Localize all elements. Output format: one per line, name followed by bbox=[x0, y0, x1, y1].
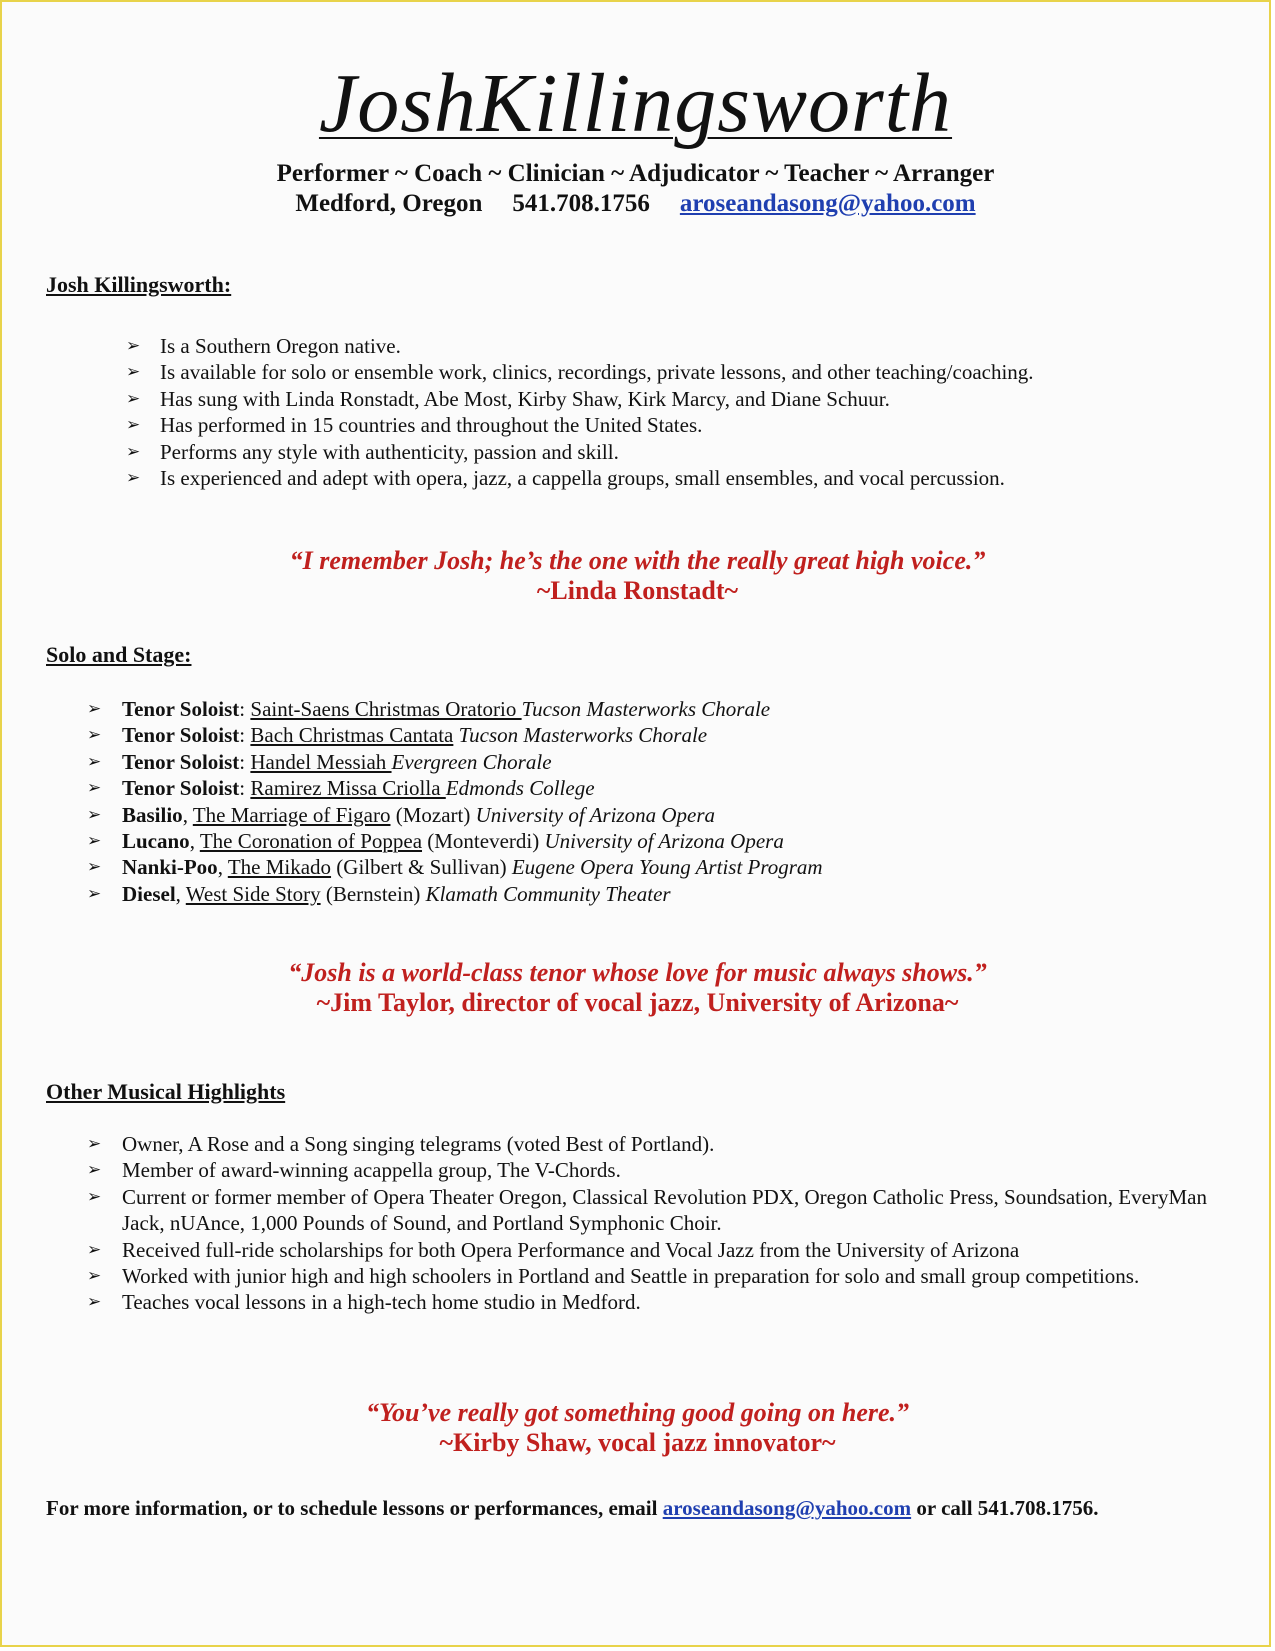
arrowhead-bullet-icon: ➢ bbox=[126, 336, 141, 356]
footer-contact: For more information, or to schedule lessons or performances, email aroseandasong@yahoo.com or call 541.708.1756. bbox=[46, 1496, 1099, 1520]
arrowhead-bullet-icon: ➢ bbox=[87, 1134, 102, 1154]
quote-attribution: ~Jim Taylor, director of vocal jazz, University of Arizona~ bbox=[316, 988, 959, 1017]
quote-shaw bbox=[2, 1398, 1273, 1458]
quote-text: “Josh is a world-class tenor whose love for music always shows.” bbox=[288, 958, 987, 987]
list-item: ➢ Tenor Soloist: Handel Messiah Evergreen Chorale bbox=[87, 749, 552, 774]
list-item: ➢ Worked with junior high and high schoolers in Portland and Seattle in preparation for solo and small group competitions. bbox=[87, 1264, 1140, 1289]
arrowhead-bullet-icon: ➢ bbox=[87, 857, 102, 878]
quote-text: “You’ve really got something good going on here.” bbox=[365, 1398, 910, 1427]
solo-title: Solo and Stage: bbox=[46, 642, 192, 667]
arrowhead-bullet-icon: ➢ bbox=[87, 1292, 102, 1313]
phone: 541.708.1756 bbox=[512, 190, 650, 217]
quote-ronstadt bbox=[2, 546, 1273, 606]
list-item: ➢ Is experienced and adept with opera, jazz, a cappella groups, small ensembles, and vocal percussion. bbox=[126, 466, 1005, 491]
arrowhead-bullet-icon: ➢ bbox=[126, 415, 141, 436]
about-title: Josh Killingsworth: bbox=[46, 272, 232, 297]
contact-line bbox=[2, 190, 1269, 218]
arrowhead-bullet-icon: ➢ bbox=[126, 362, 141, 383]
list-item: ➢ Is available for solo or ensemble work, clinics, recordings, private lessons, and other teaching/coaching. bbox=[126, 360, 1034, 385]
arrowhead-bullet-icon: ➢ bbox=[87, 778, 102, 799]
arrowhead-bullet-icon: ➢ bbox=[87, 1239, 102, 1260]
arrowhead-bullet-icon: ➢ bbox=[87, 804, 102, 825]
quote-taylor bbox=[2, 958, 1273, 1018]
arrowhead-bullet-icon: ➢ bbox=[126, 388, 141, 409]
quote-attribution: ~Kirby Shaw, vocal jazz innovator~ bbox=[439, 1428, 836, 1457]
list-item: ➢ Current or former member of Opera Theater Oregon, Classical Revolution PDX, Oregon Catholic Press, Soundsation, EveryMan Jack, nUAnce, 1,000 Pounds of Sound, and Portland Symphonic Choir. bbox=[87, 1184, 1207, 1236]
list-item: ➢ Has performed in 15 countries and throughout the United States. bbox=[126, 413, 703, 438]
list-item: ➢ Lucano, The Coronation of Poppea (Monteverdi) University of Arizona Opera bbox=[87, 829, 784, 854]
list-item: ➢ Tenor Soloist: Bach Christmas Cantata Tucson Masterworks Chorale bbox=[87, 723, 708, 748]
list-item: ➢ Diesel, West Side Story (Bernstein) Klamath Community Theater bbox=[87, 881, 671, 906]
list-item: ➢ Performs any style with authenticity, passion and skill. bbox=[126, 439, 619, 464]
arrowhead-bullet-icon: ➢ bbox=[87, 699, 102, 719]
list-item: ➢ Owner, A Rose and a Song singing telegrams (voted Best of Portland). bbox=[87, 1132, 715, 1156]
city: Medford, Oregon bbox=[295, 190, 483, 217]
list-item: ➢ Member of award-winning acappella group, The V-Chords. bbox=[87, 1158, 621, 1183]
list-item: ➢ Has sung with Linda Ronstadt, Abe Most, Kirby Shaw, Kirk Marcy, and Diane Schuur. bbox=[126, 386, 890, 411]
arrowhead-bullet-icon: ➢ bbox=[126, 441, 141, 462]
arrowhead-bullet-icon: ➢ bbox=[87, 725, 102, 746]
arrowhead-bullet-icon: ➢ bbox=[126, 468, 141, 489]
other-title: Other Musical Highlights bbox=[46, 1079, 286, 1104]
list-item: ➢ Tenor Soloist: Ramirez Missa Criolla Edmonds College bbox=[87, 776, 595, 801]
arrowhead-bullet-icon: ➢ bbox=[87, 751, 102, 772]
quote-attribution: ~Linda Ronstadt~ bbox=[536, 576, 739, 605]
arrowhead-bullet-icon: ➢ bbox=[87, 831, 102, 852]
other-list bbox=[87, 1131, 1217, 1316]
email-link[interactable]: aroseandasong@yahoo.com bbox=[679, 190, 976, 217]
list-item: ➢ Teaches vocal lessons in a high-tech home studio in Medford. bbox=[87, 1290, 641, 1315]
quote-text: “I remember Josh; he’s the one with the really great high voice.” bbox=[289, 546, 986, 575]
arrowhead-bullet-icon: ➢ bbox=[87, 1266, 102, 1287]
name-heading: JoshKillingsworth bbox=[318, 57, 953, 150]
list-item: ➢ Received full-ride scholarships for both Opera Performance and Vocal Jazz from the University of Arizona bbox=[87, 1237, 1020, 1262]
arrowhead-bullet-icon: ➢ bbox=[87, 1160, 102, 1181]
list-item: ➢ Basilio, The Marriage of Figaro (Mozart) University of Arizona Opera bbox=[87, 802, 715, 827]
list-item: ➢ Nanki-Poo, The Mikado (Gilbert & Sullivan) Eugene Opera Young Artist Program bbox=[87, 855, 823, 880]
list-item: ➢ Tenor Soloist: Saint-Saens Christmas Oratorio Tucson Masterworks Chorale bbox=[87, 697, 771, 721]
footer-email-link[interactable]: aroseandasong@yahoo.com bbox=[662, 1496, 912, 1520]
solo-list bbox=[87, 696, 823, 907]
arrowhead-bullet-icon: ➢ bbox=[87, 883, 102, 904]
about-list bbox=[126, 333, 1034, 491]
arrowhead-bullet-icon: ➢ bbox=[87, 1186, 102, 1207]
list-item: ➢ Is a Southern Oregon native. bbox=[126, 334, 401, 358]
roles-line: Performer ~ Coach ~ Clinician ~ Adjudicator ~ Teacher ~ Arranger bbox=[276, 160, 995, 187]
